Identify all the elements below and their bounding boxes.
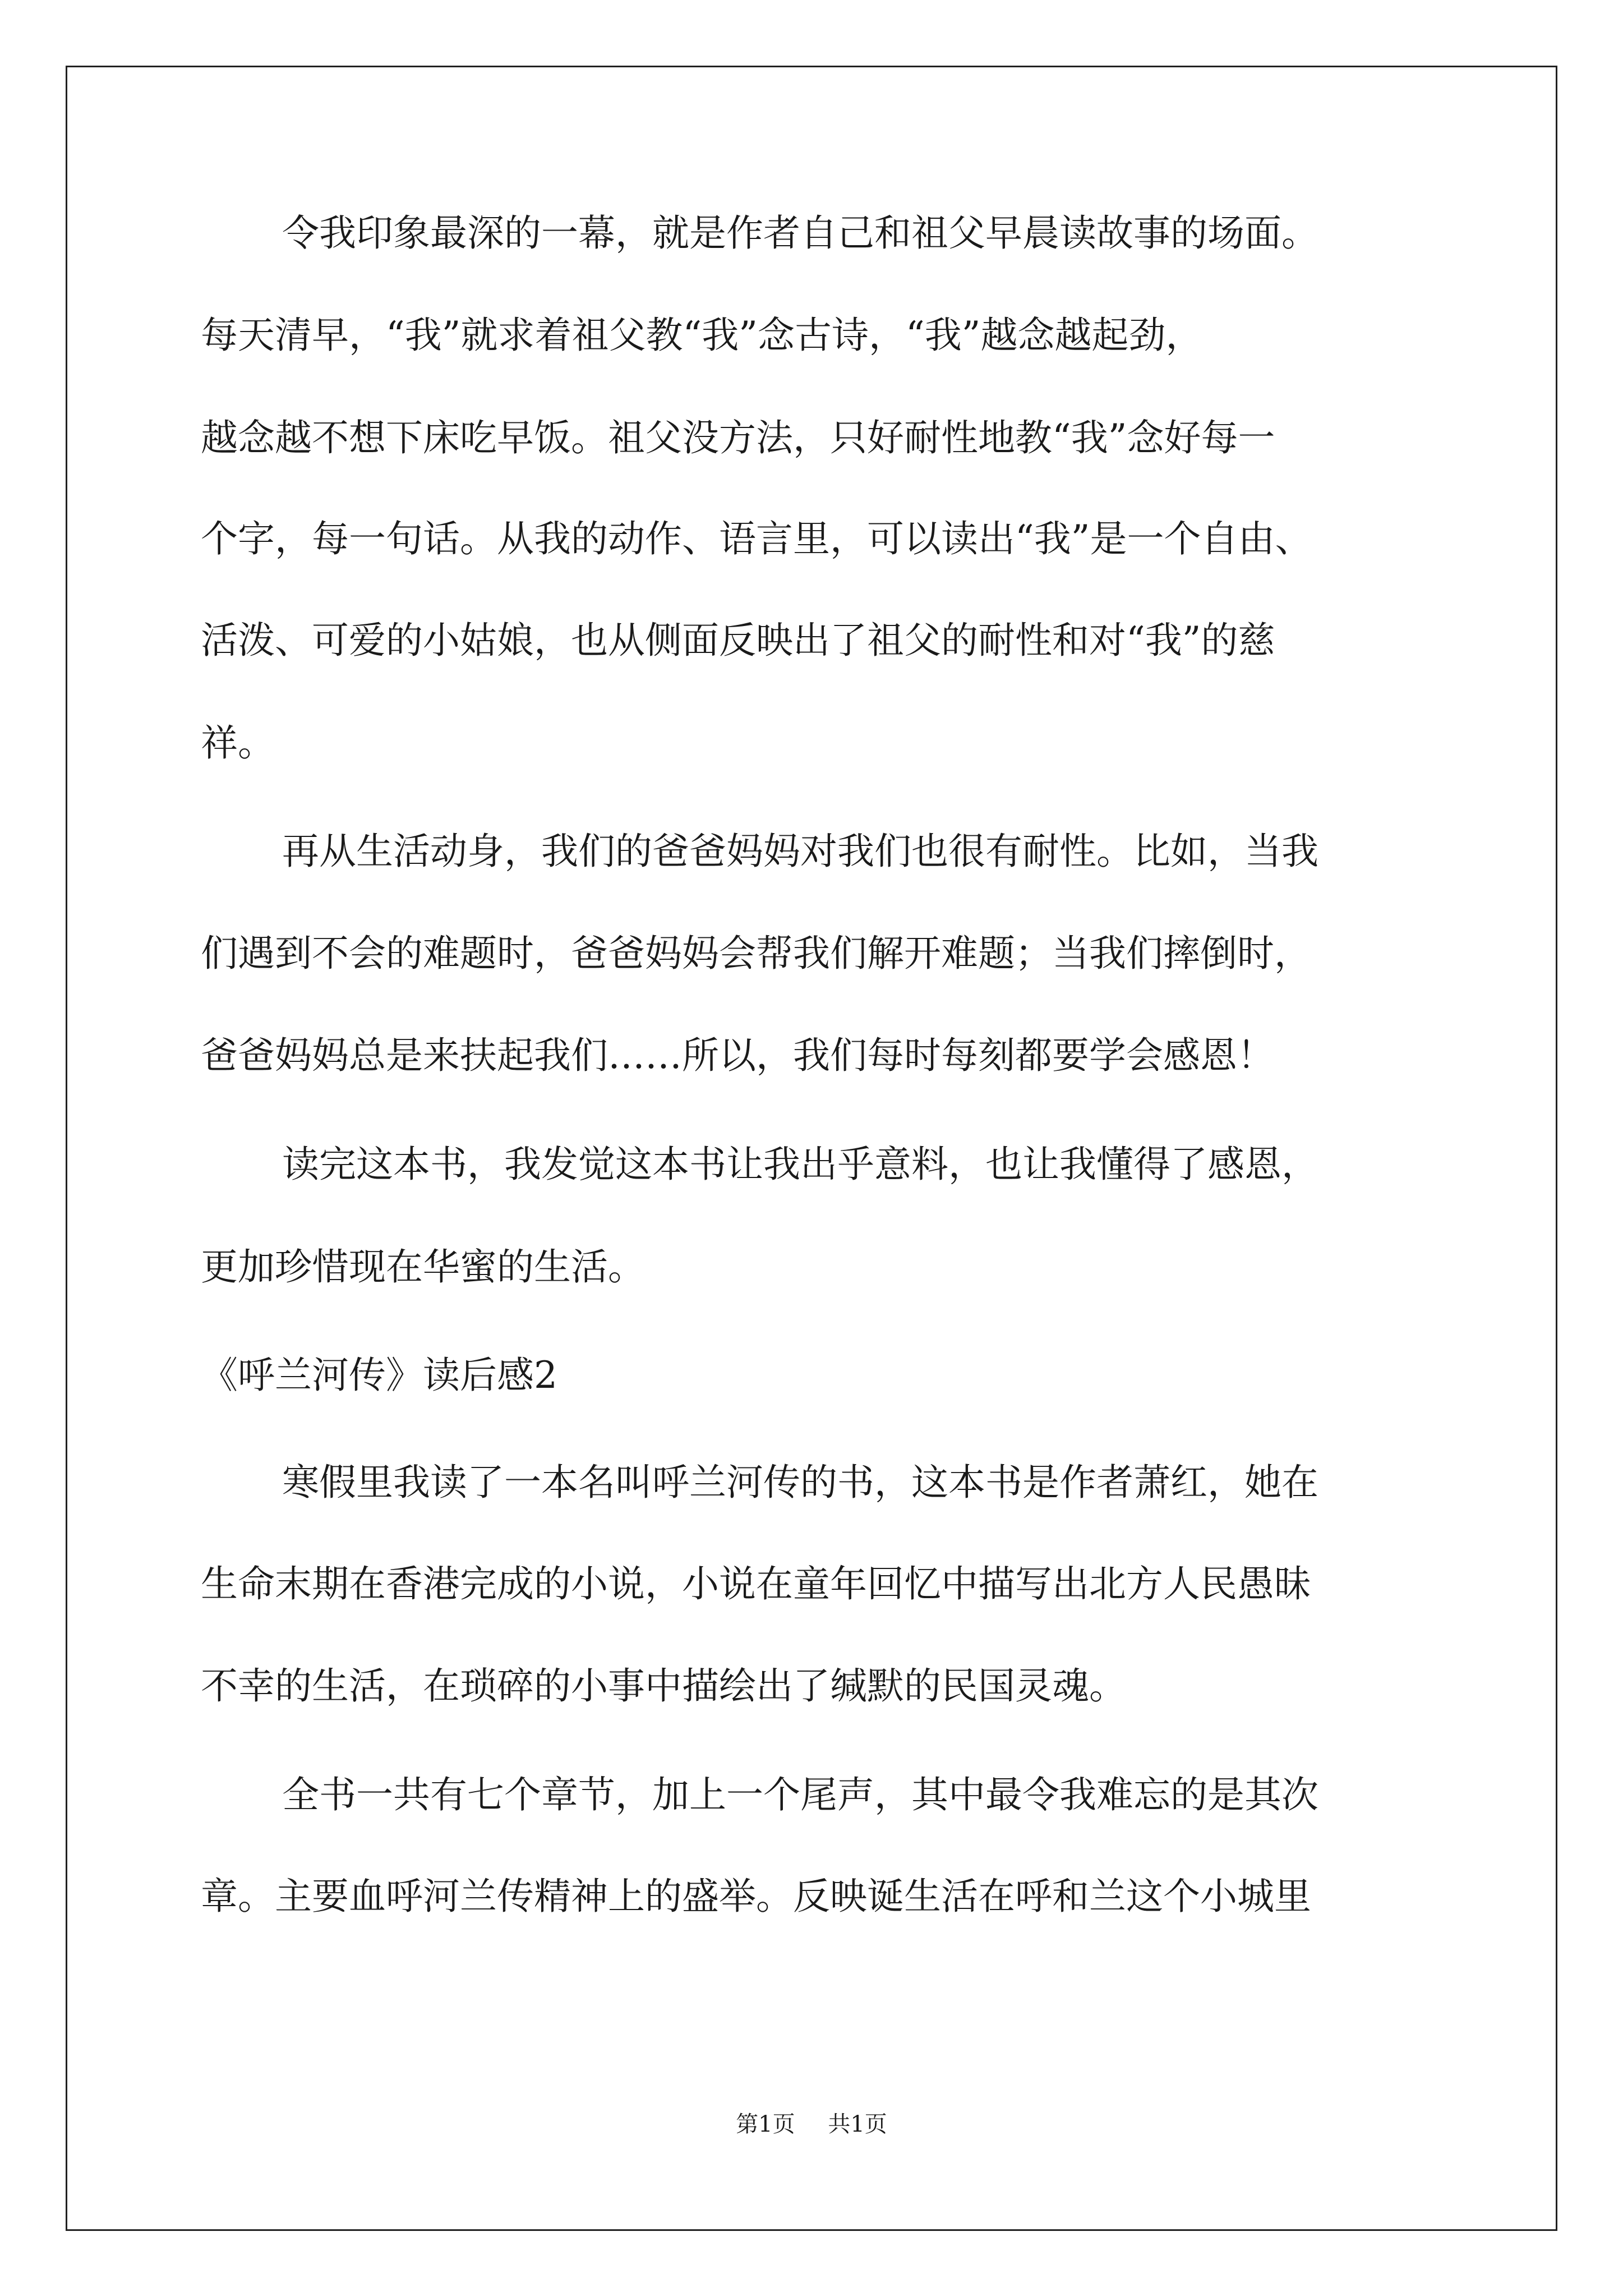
paragraph-1-line-6: 祥。 [201, 721, 275, 765]
paragraph-3-line-2: 更加珍惜现在华蜜的生活。 [201, 1245, 645, 1289]
paragraph-2-line-2: 们遇到不会的难题时，爸爸妈妈会帮我们解开难题；当我们摔倒时， [201, 932, 1311, 975]
page-total: 共1页 [828, 2111, 887, 2137]
page-footer [0, 2110, 1623, 2138]
section-heading: 《呼兰河传》读后感2 [201, 1354, 557, 1397]
page-number: 第1页 [736, 2111, 795, 2137]
paragraph-2-line-1: 再从生活动身，我们的爸爸妈妈对我们也很有耐性。比如，当我 [282, 830, 1318, 873]
paragraph-4-line-1: 寒假里我读了一本名叫呼兰河传的书，这本书是作者萧红，她在 [282, 1461, 1318, 1504]
paragraph-4-line-2: 生命末期在香港完成的小说，小说在童年回忆中描写出北方人民愚昧 [201, 1562, 1311, 1605]
paragraph-3-line-1: 读完这本书，我发觉这本书让我出乎意料，也让我懂得了感恩， [282, 1143, 1318, 1186]
paragraph-1-line-3: 越念越不想下床吃早饭。祖父没方法，只好耐性地教“我”念好每一 [201, 416, 1275, 459]
paragraph-5-line-2: 章。主要血呼河兰传精神上的盛举。反映诞生活在呼和兰这个小城里 [201, 1875, 1311, 1918]
paragraph-1-line-2: 每天清早，“我”就求着祖父教“我”念古诗，“我”越念越起劲， [201, 314, 1203, 357]
paragraph-5-line-1: 全书一共有七个章节，加上一个尾声，其中最令我难忘的是其次 [282, 1773, 1318, 1816]
paragraph-1-line-5: 活泼、可爱的小姑娘，也从侧面反映出了祖父的耐性和对“我”的慈 [201, 619, 1275, 662]
paragraph-1-line-1: 令我印象最深的一幕，就是作者自己和祖父早晨读故事的场面。 [282, 211, 1318, 255]
paragraph-4-line-3: 不幸的生活，在琐碎的小事中描绘出了缄默的民国灵魂。 [201, 1664, 1126, 1708]
paragraph-1-line-4: 个字，每一句话。从我的动作、语言里，可以读出“我”是一个自由、 [201, 517, 1312, 560]
paragraph-2-line-3: 爸爸妈妈总是来扶起我们……所以，我们每时每刻都要学会感恩！ [201, 1034, 1274, 1077]
